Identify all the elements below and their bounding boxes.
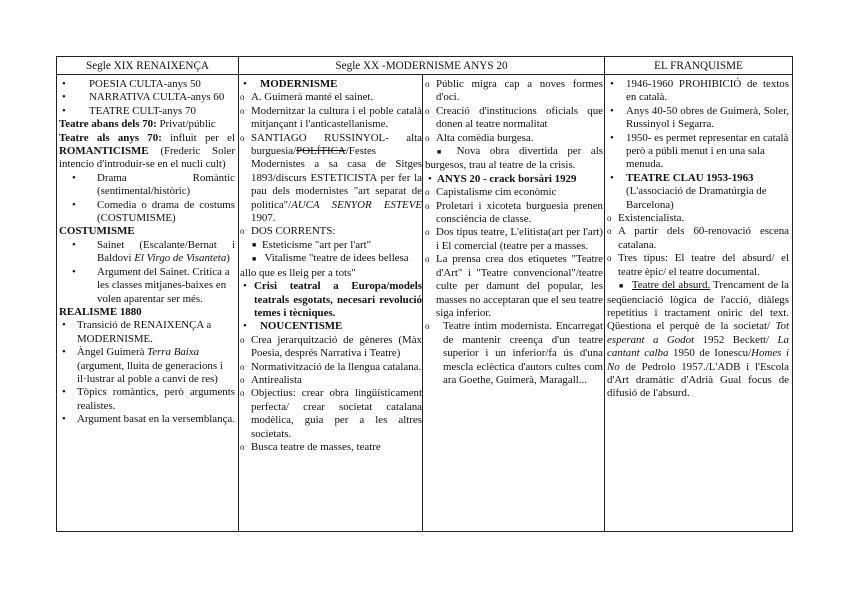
- list-item-text: [77, 346, 235, 386]
- list-item-text: A partir dels 60-renovació escena catalana.: [618, 225, 789, 251]
- bullet-icon: •: [62, 91, 66, 104]
- header-renaixenca-text: Segle XIX RENAIXENÇA: [85, 60, 210, 72]
- bullet-icon: •: [243, 78, 247, 90]
- list-item: [59, 105, 235, 118]
- bullet-icon: •: [72, 238, 76, 251]
- list-item: [425, 320, 603, 387]
- bold-text: Teatre als anys 70:: [59, 131, 162, 144]
- list-item: [59, 172, 235, 199]
- list-item-text: Transició de RENAIXENÇA a MODERNISME.: [77, 319, 212, 345]
- circle-bullet-icon: o: [240, 388, 245, 399]
- list-item: [240, 374, 422, 387]
- list-item-text: POESIA CULTA-anys 50: [89, 78, 201, 90]
- circle-bullet-icon: o: [425, 254, 430, 265]
- list-item: [240, 132, 422, 226]
- list-item: [240, 105, 422, 132]
- bullet-icon: •: [62, 104, 66, 117]
- column-modernisme-left: [240, 75, 422, 531]
- list-item-text: Nova obra divertida per als burgesos, trau al teatre de la crisis.: [425, 145, 603, 172]
- column-renaixenca: [56, 74, 239, 532]
- list-item: [240, 441, 422, 454]
- list-item-text: Crisi teatral a Europa/models teatrals esgotats, necesari revolució temes i tècniques.: [254, 280, 422, 319]
- list-item-text: Modernitzar la cultura i el poble català mitjançant i l'anticastellanisme.: [251, 104, 422, 131]
- circle-bullet-icon: o: [240, 334, 245, 345]
- list-item: [240, 334, 422, 361]
- list-item-text: DOS CORRENTS:: [251, 225, 336, 238]
- list-item-text: Capistalisme cim econòmic: [436, 186, 557, 199]
- bold-text: Teatre abans dels 70:: [59, 118, 157, 131]
- list-item: [59, 413, 235, 426]
- list-item-text: Esteticisme "art per l'art": [262, 238, 372, 251]
- paragraph: (L'associació de Dramatúrgia de Barcelona): [626, 185, 767, 211]
- list-item: [240, 387, 422, 441]
- header-modernisme: [238, 56, 605, 75]
- list-item-text: 1950- es permet representar en català però a públi menut i en una sala menuda.: [626, 131, 789, 171]
- text: influit per el: [161, 131, 235, 144]
- italic-text: La cantant calba: [607, 333, 789, 360]
- list-item-text: Antirealista: [251, 373, 302, 386]
- circle-bullet-icon: o: [425, 132, 430, 143]
- text: de Pedrolo 1957./L'ADB i l'Escola d'Art dramàtic d'Adrià Gual focus de difusió de l'absurd.: [607, 360, 789, 400]
- list-item-text: [97, 239, 235, 266]
- text: Privat/públic: [156, 118, 216, 131]
- list-item: [59, 78, 235, 91]
- list-item: [607, 132, 789, 172]
- square-bullet-icon: ■: [252, 255, 257, 264]
- list-item-text: Alta comèdia burgesa.: [436, 131, 534, 144]
- list-item: [607, 78, 789, 105]
- text: 1907.: [251, 212, 276, 225]
- text: /Festes Modernistes a sa casa de Sitges 1893/discurs ESTETICISTA per fer la pau dels modernistes "art separat de política"/: [251, 145, 422, 211]
- list-item-text: Tres tipus: El teatre del absurd/ el teatre èpic/ el teatre documental.: [618, 252, 789, 278]
- list-item-text: Creació d'institucions oficials que donen al teatre normalitat: [436, 104, 603, 131]
- list-item: [425, 226, 603, 253]
- section-heading: ANYS 20 - crack borsàri 1929: [437, 172, 577, 185]
- section-heading: TEATRE CLAU 1953-1963: [626, 171, 754, 184]
- header-franquisme: [604, 56, 793, 75]
- section-heading: MODERNISME: [260, 78, 338, 90]
- list-item: [59, 266, 235, 306]
- list-item: [425, 253, 603, 320]
- list-item-text: Teatre íntim modernista. Encarregat de mantenir creença d'un teatre superior i un inferior/fa ús d'una mescla eclèctica d'autors cultes com ara Goethe, Guimerà, Maragall...: [443, 320, 603, 386]
- circle-bullet-icon: o: [425, 200, 430, 211]
- bullet-icon: •: [610, 131, 614, 144]
- text: Sainet (Escalante/Bernat i Baldovi: [97, 238, 235, 265]
- list-item-text: Proletari i xicoteta burguesia prenen consciència de classe.: [436, 199, 603, 226]
- bullet-icon: •: [62, 346, 66, 359]
- circle-bullet-icon: o: [240, 374, 245, 385]
- text: Àngel Guimerà: [77, 346, 148, 359]
- header-modernisme-text: Segle XX -MODERNISME ANYS 20: [335, 60, 508, 72]
- italic-text: El Virgo de Visanteta: [134, 252, 227, 265]
- list-item-text: TEATRE CULT-anys 70: [89, 104, 196, 117]
- list-item-text: La prensa crea dos etiquetes "Teatre d'Art" i "Teatre convencional"/teatre culte per damunt del popular, les masses no acceptaran que el seu teatre siga inferior.: [436, 253, 603, 319]
- list-item-text: 1946-1960 PROHIBICIÓ de textos en català.: [626, 78, 789, 104]
- bullet-icon: •: [610, 78, 614, 90]
- bullet-icon: •: [72, 171, 76, 184]
- paragraph: [607, 279, 789, 401]
- list-item: [425, 186, 603, 199]
- circle-bullet-icon: o: [240, 105, 245, 116]
- header-renaixenca: [56, 56, 239, 75]
- text: 1952 Beckett/: [694, 333, 778, 346]
- list-item-text: Vitalisme "teatre de idees bellesa allo que es lleig per a tots": [240, 252, 409, 279]
- column-modernisme-right: [425, 75, 603, 531]
- list-item: [607, 212, 789, 225]
- list-item: [59, 319, 235, 346]
- list-item-text: Anys 40-50 obres de Guimerà, Soler, Russinyol i Segarra.: [626, 104, 789, 131]
- text: (argument, lluita de generacions i il·lustrar al poble a canvi de res): [77, 359, 223, 385]
- circle-bullet-icon: o: [607, 213, 612, 224]
- list-item-text: Crea jerarquització de gèneres (Màx Poesia, després Narrativa i Teatre): [251, 333, 422, 360]
- bullet-icon: •: [243, 320, 247, 333]
- text: (Frederic Soler intencio d'introduir-se en el nucli cult): [59, 145, 235, 171]
- text: Trencament de la seqüenciació lògica de l'acció, diàlegs repetitius i tractament onìric del text. Qüestiona el perquè de la societat/: [607, 279, 789, 333]
- bullet-icon: •: [62, 413, 66, 426]
- list-item-text: Objectius: crear obra lingüísticament perfecta/ crear societat catalana modèlica, guia per a les altres societats.: [251, 387, 422, 440]
- square-bullet-icon: ■: [437, 148, 442, 157]
- list-item-text: Comedia o drama de costums (COSTUMISME): [97, 198, 235, 225]
- list-item-text: A. Guimerà manté el sainet.: [251, 91, 374, 104]
- list-item-text: Existencialista.: [618, 212, 685, 225]
- list-item: [240, 225, 422, 238]
- circle-bullet-icon: o: [607, 226, 612, 237]
- circle-bullet-icon: o: [425, 227, 430, 238]
- list-item-text: NARRATIVA CULTA-anys 60: [89, 91, 225, 104]
- circle-bullet-icon: o: [240, 132, 245, 143]
- circle-bullet-icon: o: [240, 441, 245, 452]
- bullet-icon: •: [243, 280, 247, 293]
- list-item: [240, 91, 422, 104]
- list-item: [607, 252, 789, 279]
- circle-bullet-icon: o: [425, 321, 430, 332]
- list-item: [240, 78, 422, 91]
- section-heading: REALISME 1880: [59, 305, 142, 318]
- list-item: [59, 199, 235, 226]
- list-item: [607, 225, 789, 252]
- list-item: [425, 105, 603, 132]
- circle-bullet-icon: o: [425, 79, 430, 89]
- list-item-text: [251, 132, 422, 226]
- bullet-icon: •: [62, 78, 66, 90]
- circle-bullet-icon: o: [240, 361, 245, 372]
- bullet-icon: •: [62, 386, 66, 399]
- square-bullet-icon: ■: [252, 240, 257, 249]
- bold-text: ROMANTICISME: [59, 145, 149, 158]
- circle-bullet-icon: o: [240, 226, 245, 237]
- italic-text: Tot esperant a Godot: [607, 320, 789, 346]
- italic-text: Terra Baixa: [147, 346, 200, 359]
- list-item: [240, 239, 422, 252]
- paragraph: [59, 118, 235, 131]
- circle-bullet-icon: o: [425, 187, 430, 198]
- list-item: [240, 361, 422, 374]
- list-item: [425, 78, 603, 105]
- paragraph: [59, 132, 235, 172]
- section-heading: COSTUMISME: [59, 225, 135, 238]
- list-item: [240, 252, 422, 280]
- column-modernisme: [238, 74, 605, 532]
- circle-bullet-icon: o: [607, 253, 612, 264]
- list-item: [59, 346, 235, 386]
- list-item: [59, 91, 235, 104]
- header-franquisme-text: EL FRANQUISME: [654, 60, 743, 72]
- strikethrough-text: POLÍTICA: [296, 145, 346, 158]
- italic-text: AUCA SENYOR ESTEVE: [291, 198, 422, 211]
- list-item: [425, 145, 603, 173]
- text: SANTIAGO RUSSINYOL- alta burguesia/: [251, 131, 422, 158]
- list-item-text: Tòpics romàntics, però arguments realistes.: [77, 386, 235, 412]
- circle-bullet-icon: o: [425, 105, 430, 116]
- text: 1950 de Ionescu/: [668, 347, 752, 360]
- list-item-text: Argument del Sainet. Critica a les classes mitjanes-baixes en volen aparentar ser més.: [97, 265, 230, 305]
- list-item: [240, 280, 422, 320]
- bullet-icon: •: [62, 319, 66, 332]
- list-item-text: Argument basat en la versemblança.: [77, 413, 235, 426]
- square-bullet-icon: ■: [619, 282, 624, 291]
- bullet-icon: •: [610, 104, 614, 117]
- list-item-text: Drama Romàntic (sentimental/històric): [97, 171, 235, 198]
- list-item: [425, 200, 603, 227]
- bullet-icon: •: [72, 265, 76, 278]
- list-item-text: Públic migra cap a noves formes d'oci.: [436, 78, 603, 104]
- italic-text: Homes i No: [607, 347, 790, 373]
- column-franquisme: [604, 74, 793, 532]
- text: ): [226, 252, 230, 265]
- section-heading: NOUCENTISME: [260, 320, 343, 333]
- list-item-text: Normativització de la llengua catalana.: [251, 360, 422, 373]
- underlined-text: Teatre del absurd.: [631, 279, 711, 292]
- list-item: [425, 173, 603, 186]
- list-item: [240, 320, 422, 333]
- list-item: [425, 132, 603, 145]
- bullet-icon: •: [610, 171, 614, 184]
- list-item-text: Busca teatre de masses, teatre: [251, 440, 381, 453]
- list-item: [59, 386, 235, 413]
- list-item: [607, 172, 789, 185]
- list-item: [607, 105, 789, 132]
- list-item: [59, 239, 235, 266]
- bullet-icon: •: [72, 198, 76, 211]
- circle-bullet-icon: o: [240, 92, 245, 103]
- column-divider: [422, 75, 423, 531]
- list-item-text: Dos tipus teatre, L'elitista(art per l'art) i El comercial (teatre per a masses.: [436, 226, 603, 252]
- bullet-icon: •: [428, 172, 432, 185]
